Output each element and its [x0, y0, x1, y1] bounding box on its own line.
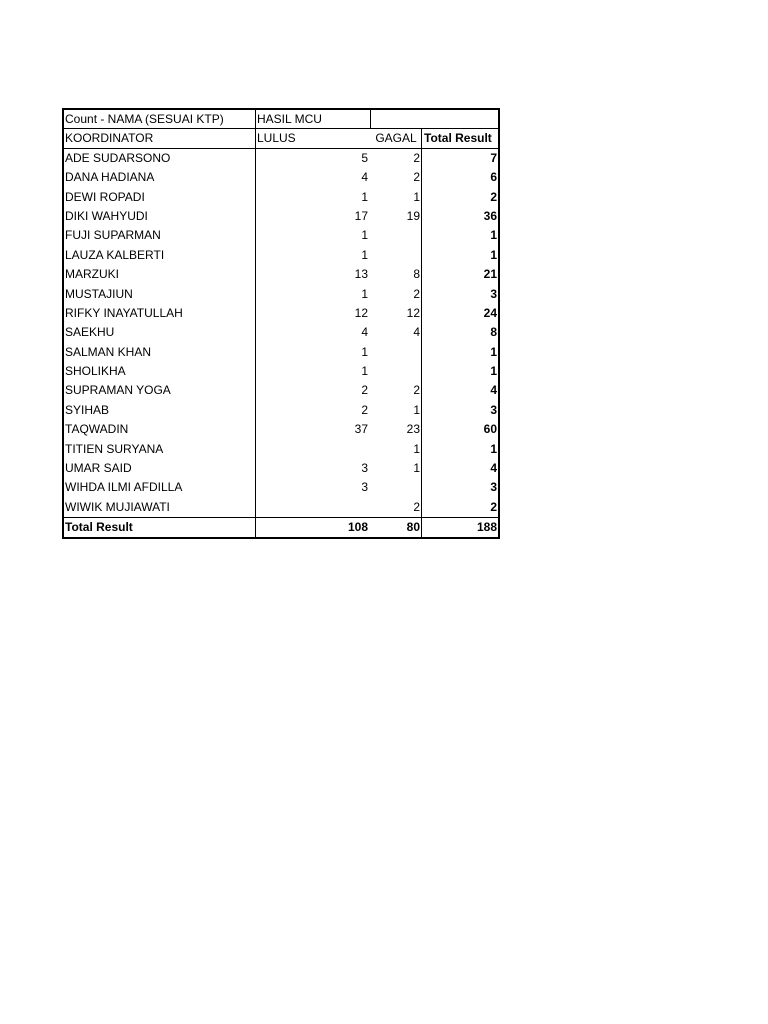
- total-count-cell[interactable]: 1: [490, 228, 497, 243]
- gagal-count-cell[interactable]: 19: [371, 207, 422, 226]
- coordinator-name-cell[interactable]: MARZUKI: [64, 265, 256, 284]
- total-count-cell[interactable]: 1: [490, 441, 497, 456]
- lulus-count-cell[interactable]: [256, 498, 371, 517]
- header-empty-cell[interactable]: [371, 110, 422, 128]
- gagal-count-cell[interactable]: [371, 246, 422, 265]
- lulus-count-cell[interactable]: 37: [354, 422, 368, 437]
- gagal-count-cell[interactable]: [371, 226, 422, 245]
- coordinator-name-cell[interactable]: TAQWADIN: [64, 420, 256, 439]
- table-row: [64, 207, 498, 226]
- table-row: [64, 478, 498, 497]
- table-row: [64, 323, 498, 342]
- total-count-cell[interactable]: 1: [490, 364, 497, 379]
- coordinator-name-cell[interactable]: MUSTAJIUN: [64, 285, 256, 304]
- table-row: [64, 285, 498, 304]
- lulus-count-cell[interactable]: 4: [361, 325, 368, 340]
- grand-total-total[interactable]: 188: [476, 520, 497, 535]
- gagal-count-cell[interactable]: 4: [371, 323, 422, 342]
- coordinator-name-cell[interactable]: ADE SUDARSONO: [64, 149, 256, 168]
- grand-total-label[interactable]: Total Result: [64, 518, 256, 536]
- gagal-count-cell[interactable]: 2: [371, 381, 422, 400]
- gagal-count-cell[interactable]: 2: [371, 168, 422, 187]
- table-row: [64, 362, 498, 381]
- lulus-count-cell[interactable]: 12: [354, 305, 368, 320]
- lulus-count-cell[interactable]: 5: [361, 150, 368, 165]
- gagal-count-cell[interactable]: [371, 343, 422, 362]
- coordinator-name-cell[interactable]: SYIHAB: [64, 401, 256, 420]
- gagal-count-cell[interactable]: 1: [371, 459, 422, 478]
- gagal-count-cell[interactable]: 8: [371, 265, 422, 284]
- table-row: [64, 168, 498, 187]
- column-field-label[interactable]: HASIL MCU: [256, 110, 371, 128]
- grand-total-gagal[interactable]: 80: [371, 518, 422, 536]
- lulus-count-cell[interactable]: 1: [361, 286, 368, 301]
- table-row: [64, 343, 498, 362]
- gagal-count-cell[interactable]: 23: [371, 420, 422, 439]
- lulus-count-cell[interactable]: 1: [361, 228, 368, 243]
- total-count-cell[interactable]: 1: [490, 247, 497, 262]
- lulus-count-cell[interactable]: 2: [361, 402, 368, 417]
- lulus-count-cell[interactable]: 2: [361, 383, 368, 398]
- count-field-label[interactable]: Count - NAMA (SESUAI KTP): [64, 110, 256, 128]
- column-header-total[interactable]: Total Result: [424, 131, 492, 146]
- total-count-cell[interactable]: 3: [490, 286, 497, 301]
- gagal-count-cell[interactable]: [371, 478, 422, 497]
- total-count-cell[interactable]: 36: [483, 208, 497, 223]
- coordinator-name-cell[interactable]: DANA HADIANA: [64, 168, 256, 187]
- total-count-cell[interactable]: 21: [483, 267, 497, 282]
- total-count-cell[interactable]: 8: [490, 325, 497, 340]
- total-count-cell[interactable]: 4: [490, 461, 497, 476]
- gagal-count-cell[interactable]: [371, 362, 422, 381]
- table-row: [64, 440, 498, 459]
- header-empty-cell[interactable]: [422, 110, 498, 128]
- gagal-count-cell[interactable]: 2: [371, 149, 422, 168]
- coordinator-name-cell[interactable]: DIKI WAHYUDI: [64, 207, 256, 226]
- table-row: [64, 459, 498, 478]
- gagal-count-cell[interactable]: 1: [371, 401, 422, 420]
- lulus-count-cell[interactable]: 1: [361, 189, 368, 204]
- gagal-count-cell[interactable]: 2: [371, 498, 422, 517]
- total-count-cell[interactable]: 1: [490, 344, 497, 359]
- table-row: [64, 304, 498, 323]
- total-count-cell[interactable]: 60: [483, 422, 497, 437]
- pivot-body: [64, 149, 498, 517]
- coordinator-name-cell[interactable]: TITIEN SURYANA: [64, 440, 256, 459]
- pivot-header-row-1: [64, 110, 498, 129]
- coordinator-name-cell[interactable]: UMAR SAID: [64, 459, 256, 478]
- coordinator-name-cell[interactable]: SUPRAMAN YOGA: [64, 381, 256, 400]
- lulus-count-cell[interactable]: 17: [354, 208, 368, 223]
- coordinator-name-cell[interactable]: FUJI SUPARMAN: [64, 226, 256, 245]
- gagal-count-cell[interactable]: 2: [371, 285, 422, 304]
- total-count-cell[interactable]: 3: [490, 480, 497, 495]
- total-count-cell[interactable]: 7: [490, 150, 497, 165]
- lulus-count-cell[interactable]: 1: [361, 344, 368, 359]
- total-count-cell[interactable]: 2: [490, 189, 497, 204]
- table-row: [64, 420, 498, 439]
- gagal-count-cell[interactable]: 1: [371, 440, 422, 459]
- lulus-count-cell[interactable]: 3: [361, 461, 368, 476]
- table-row: [64, 149, 498, 168]
- total-count-cell[interactable]: 2: [490, 499, 497, 514]
- coordinator-name-cell[interactable]: SALMAN KHAN: [64, 343, 256, 362]
- table-row: [64, 226, 498, 245]
- table-row: [64, 498, 498, 517]
- table-row: [64, 188, 498, 207]
- grand-total-lulus[interactable]: 108: [347, 520, 368, 535]
- table-row: [64, 246, 498, 265]
- total-count-cell[interactable]: 24: [483, 305, 497, 320]
- coordinator-name-cell[interactable]: WIWIK MUJIAWATI: [64, 498, 256, 517]
- table-row: [64, 381, 498, 400]
- total-count-cell[interactable]: 6: [490, 170, 497, 185]
- gagal-count-cell[interactable]: 1: [371, 188, 422, 207]
- column-header-gagal[interactable]: GAGAL: [371, 129, 422, 147]
- pivot-table: [62, 108, 500, 539]
- coordinator-name-cell[interactable]: SAEKHU: [64, 323, 256, 342]
- lulus-count-cell[interactable]: [256, 440, 371, 459]
- coordinator-name-cell[interactable]: RIFKY INAYATULLAH: [64, 304, 256, 323]
- coordinator-name-cell[interactable]: WIHDA ILMI AFDILLA: [64, 478, 256, 497]
- lulus-count-cell[interactable]: 3: [361, 480, 368, 495]
- pivot-header-row-2: [64, 129, 498, 148]
- coordinator-name-cell[interactable]: DEWI ROPADI: [64, 188, 256, 207]
- lulus-count-cell[interactable]: 1: [361, 364, 368, 379]
- total-count-cell[interactable]: 3: [490, 402, 497, 417]
- grand-total-row: [64, 517, 498, 536]
- row-field-label[interactable]: KOORDINATOR: [64, 129, 256, 147]
- gagal-count-cell[interactable]: 12: [371, 304, 422, 323]
- lulus-count-cell[interactable]: 13: [354, 267, 368, 282]
- lulus-count-cell[interactable]: 1: [361, 247, 368, 262]
- column-header-lulus[interactable]: LULUS: [257, 131, 296, 146]
- lulus-count-cell[interactable]: 4: [361, 170, 368, 185]
- table-row: [64, 401, 498, 420]
- coordinator-name-cell[interactable]: LAUZA KALBERTI: [64, 246, 256, 265]
- coordinator-name-cell[interactable]: SHOLIKHA: [64, 362, 256, 381]
- total-count-cell[interactable]: 4: [490, 383, 497, 398]
- table-row: [64, 265, 498, 284]
